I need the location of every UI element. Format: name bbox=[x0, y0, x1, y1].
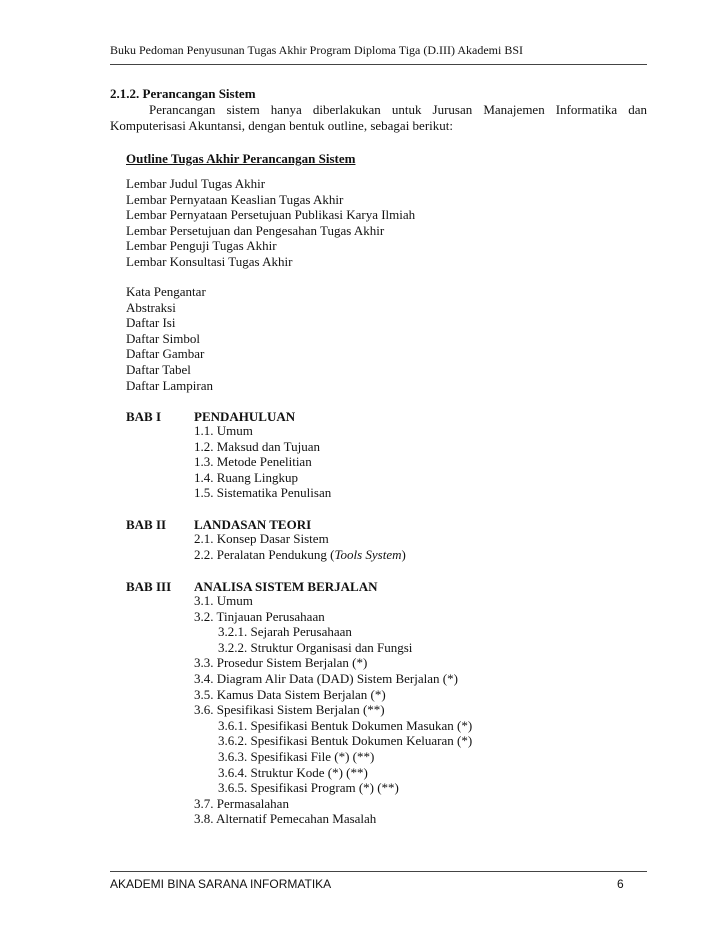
list-item: 3.6.2. Spesifikasi Bentuk Dokumen Keluaran (*) bbox=[218, 733, 473, 749]
list-item: 3.2.1. Sejarah Perusahaan bbox=[218, 624, 352, 640]
list-item: Kata Pengantar bbox=[126, 284, 206, 299]
item-text: 2.2. Peralatan Pendukung ( bbox=[194, 546, 335, 562]
bab3-title: ANALISA SISTEM BERJALAN bbox=[194, 579, 378, 594]
list-item: 3.2.2. Struktur Organisasi dan Fungsi bbox=[218, 639, 413, 655]
running-header: Buku Pedoman Penyusunan Tugas Akhir Program Diploma Tiga (D.III) Akademi BSI bbox=[110, 43, 523, 57]
list-item: Daftar Isi bbox=[126, 315, 176, 331]
footer-text: AKADEMI BINA SARANA INFORMATIKA bbox=[110, 877, 332, 891]
bab1-label: BAB I bbox=[126, 409, 162, 424]
page-number: 6 bbox=[617, 877, 624, 891]
paragraph-line-2: Komputerisasi Akuntansi, dengan bentuk outline, sebagai berikut: bbox=[110, 118, 453, 133]
bab2-label: BAB II bbox=[126, 517, 167, 532]
bab3-label: BAB III bbox=[126, 579, 172, 594]
list-item: 3.6.4. Struktur Kode (*) (**) bbox=[218, 764, 368, 780]
list-item: Lembar Persetujuan dan Pengesahan Tugas Akhir bbox=[126, 222, 385, 238]
list-item: 3.6. Spesifikasi Sistem Berjalan (**) bbox=[194, 702, 385, 718]
outline-title: Outline Tugas Akhir Perancangan Sistem bbox=[126, 151, 356, 166]
paragraph-line-1: Perancangan sistem hanya diberlakukan untuk Jurusan Manajemen Informatika dan bbox=[149, 102, 647, 117]
bab2-title: LANDASAN TEORI bbox=[194, 517, 312, 532]
front-matter-list bbox=[126, 284, 213, 393]
list-item: Lembar Penguji Tugas Akhir bbox=[126, 238, 277, 254]
list-item: 3.3. Prosedur Sistem Berjalan (*) bbox=[194, 655, 368, 671]
item-text: ) bbox=[401, 546, 406, 562]
list-item: 3.6.5. Spesifikasi Program (*) (**) bbox=[218, 780, 399, 796]
list-item: 1.1. Umum bbox=[194, 423, 253, 438]
list-item: Daftar Gambar bbox=[126, 346, 205, 362]
list-item: Daftar Tabel bbox=[126, 361, 191, 377]
section-title: 2.1.2. Perancangan Sistem bbox=[110, 86, 256, 101]
list-item: 3.2. Tinjauan Perusahaan bbox=[194, 608, 325, 624]
list-item: Daftar Simbol bbox=[126, 330, 201, 346]
list-item: Abstraksi bbox=[126, 299, 176, 315]
list-item: 3.5. Kamus Data Sistem Berjalan (*) bbox=[194, 686, 386, 702]
list-item: 3.4. Diagram Alir Data (DAD) Sistem Berjalan (*) bbox=[194, 670, 458, 686]
bab1-title: PENDAHULUAN bbox=[194, 409, 296, 424]
list-item: 3.6.1. Spesifikasi Bentuk Dokumen Masukan (*) bbox=[218, 717, 473, 733]
list-item: Lembar Judul Tugas Akhir bbox=[126, 176, 266, 191]
header-rule bbox=[110, 64, 647, 65]
list-item: 3.8. Alternatif Pemecahan Masalah bbox=[194, 811, 377, 827]
item-text-italic: Tools System bbox=[334, 546, 402, 562]
list-item: 1.3. Metode Penelitian bbox=[194, 454, 312, 470]
list-item bbox=[194, 547, 406, 563]
list-item: Lembar Pernyataan Keaslian Tugas Akhir bbox=[126, 191, 344, 207]
list-item: 3.6.3. Spesifikasi File (*) (**) bbox=[218, 748, 375, 764]
bab3-items bbox=[194, 593, 472, 827]
lembar-list bbox=[126, 176, 415, 270]
list-item: 3.7. Permasalahan bbox=[194, 795, 289, 811]
list-item: Lembar Pernyataan Persetujuan Publikasi Karya Ilmiah bbox=[126, 207, 416, 223]
list-item: 1.2. Maksud dan Tujuan bbox=[194, 438, 321, 454]
list-item: 1.4. Ruang Lingkup bbox=[194, 469, 298, 485]
footer-rule bbox=[110, 871, 647, 872]
list-item: Lembar Konsultasi Tugas Akhir bbox=[126, 253, 293, 269]
list-item: 2.1. Konsep Dasar Sistem bbox=[194, 531, 329, 546]
list-item: Daftar Lampiran bbox=[126, 377, 213, 393]
list-item: 3.1. Umum bbox=[194, 593, 253, 608]
list-item: 1.5. Sistematika Penulisan bbox=[194, 485, 332, 501]
bab2-items bbox=[194, 531, 406, 562]
bab1-items bbox=[194, 423, 331, 501]
